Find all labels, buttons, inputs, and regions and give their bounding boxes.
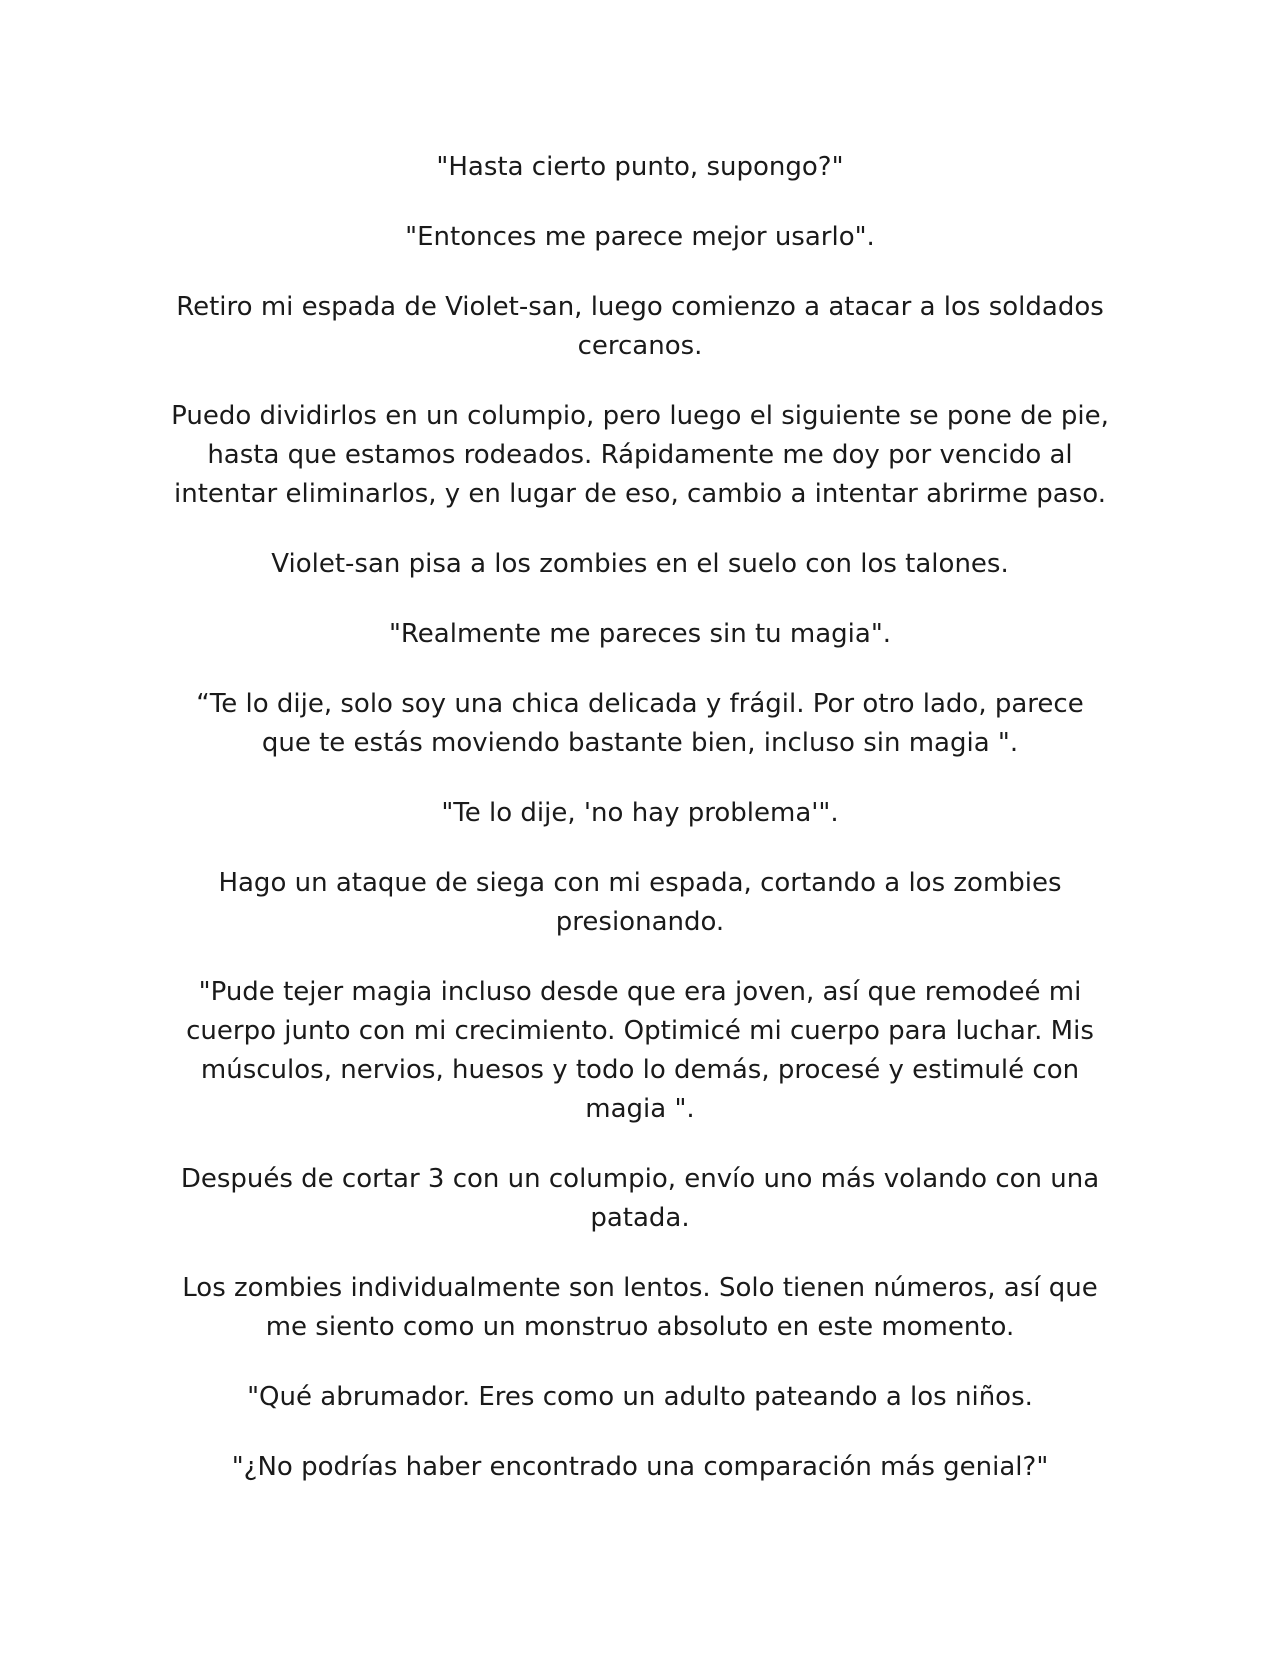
paragraph: "Pude tejer magia incluso desde que era joven, así que remodeé mi cuerpo junto con mi crecimiento. Optimicé mi cuerpo para luchar. Mis músculos, nervios, huesos y todo lo demás, procesé y estimulé con magia ". (186, 977, 1094, 1124)
paragraph: Después de cortar 3 con un columpio, envío uno más volando con una patada. (180, 1164, 1100, 1233)
paragraph: Violet-san pisa a los zombies en el suelo con los talones. (271, 549, 1009, 579)
paragraph: Hago un ataque de siega con mi espada, cortando a los zombies presionando. (218, 868, 1062, 937)
paragraph: Puedo dividirlos en un columpio, pero luego el siguiente se pone de pie, hasta que estamos rodeados. Rápidamente me doy por vencido al intentar eliminarlos, y en lugar de eso, cambio a intentar abrirme paso. (171, 401, 1109, 509)
document-body (170, 148, 1110, 1518)
paragraph: Los zombies individualmente son lentos. Solo tienen números, así que me siento como un monstruo absoluto en este momento. (182, 1273, 1098, 1342)
paragraph: "Entonces me parece mejor usarlo". (405, 222, 875, 252)
paragraph: "¿No podrías haber encontrado una comparación más genial?" (231, 1452, 1049, 1482)
paragraph: "Qué abrumador. Eres como un adulto pateando a los niños. (247, 1382, 1033, 1412)
paragraph: Retiro mi espada de Violet-san, luego comienzo a atacar a los soldados cercanos. (176, 292, 1104, 361)
paragraph: "Te lo dije, 'no hay problema'". (441, 798, 839, 828)
paragraph: “Te lo dije, solo soy una chica delicada y frágil. Por otro lado, parece que te estás moviendo bastante bien, incluso sin magia ". (196, 689, 1084, 758)
paragraph: "Realmente me pareces sin tu magia". (388, 619, 892, 649)
paragraph: "Hasta cierto punto, supongo?" (436, 152, 844, 182)
